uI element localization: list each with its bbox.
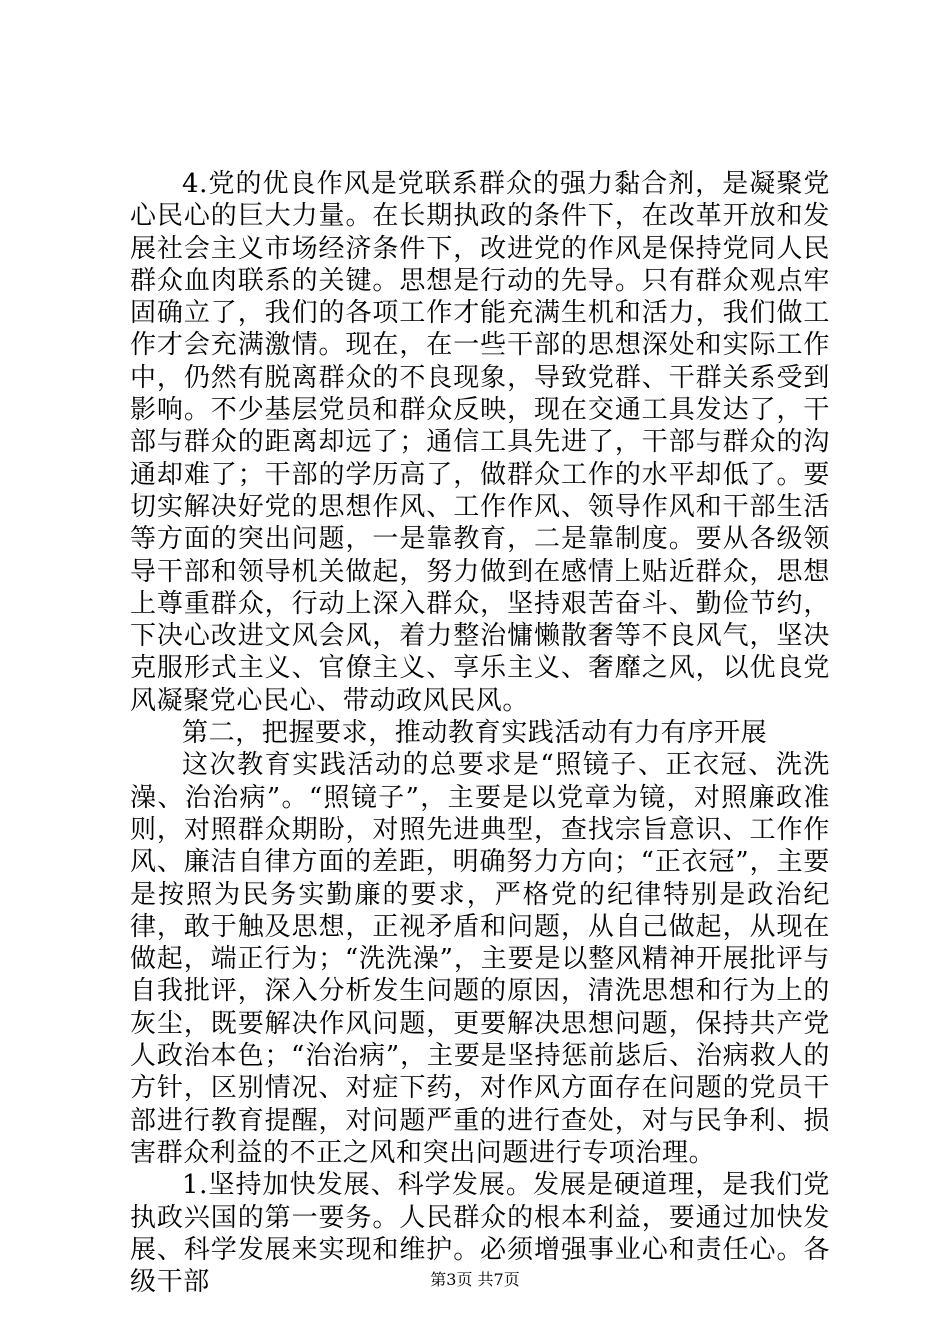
paragraph-party-style: 4.党的优良作风是党联系群众的强力黏合剂，是凝聚党心民心的巨大力量。在长期执政的条件下，在改革开放和发展社会主义市场经济条件下，改进党的作风是保持党同人民群众血肉联系的关键。思想是行动的先导。只有群众观点牢固确立了，我们的各项工作才能充满生机和活力，我们做工作才会充满激情。现在，在一些干部的思想深处和实际工作中，仍然有脱离群众的不良现象，导致党群、干群关系受到影响。不少基层党员和群众反映，现在交通工具发达了，干部与群众的距离却远了；通信工具先进了，干部与群众的沟通却难了；干部的学历高了，做群众工作的水平却低了。要切实解决好党的思想作风、工作作风、领导作风和干部生活等方面的突出问题，一是靠教育，二是靠制度。要从各级领导干部和领导机关做起，努力做到在感情上贴近群众，思想上尊重群众，行动上深入群众，坚持艰苦奋斗、勤俭节约，下决心改进文风会风，着力整治慵懒散奢等不良风气，坚决克服形式主义、官僚主义、享乐主义、奢靡之风，以优良党风凝聚党心民心、带动政风民风。	[130, 169, 830, 716]
paragraph-general-requirements: 这次教育实践活动的总要求是“照镜子、正衣冠、洗洗澡、治治病”。“照镜子”，主要是以党章为镜，对照廉政准则，对照群众期盼，对照先进典型，查找宗旨意识、工作作风、廉洁自律方面的差距，明确努力方向；“正衣冠”，主要是按照为民务实勤廉的要求，严格党的纪律特别是政治纪律，敢于触及思想，正视矛盾和问题，从自己做起，从现在做起，端正行为；“洗洗澡”，主要是以整风精神开展批评与自我批评，深入分析发生问题的原因，清洗思想和行为上的灰尘，既要解决作风问题，更要解决思想问题，保持共产党人政治本色；“治治病”，主要是坚持惩前毖后、治病救人的方针，区别情况、对症下药，对作风方面存在问题的党员干部进行教育提醒，对问题严重的进行查处，对与民争利、损害群众利益的不正之风和突出问题进行专项治理。	[130, 750, 830, 1168]
section-heading-requirements: 第二，把握要求，推动教育实践活动有力有序开展	[182, 718, 768, 749]
page-number-footer: 第3页 共7页	[430, 1270, 520, 1289]
document-body	[130, 168, 830, 1298]
paragraph-development: 1.坚持加快发展、科学发展。发展是硬道理，是我们党执政兴国的第一要务。人民群众的根本利益，要通过加快发展、科学发展来实现和维护。必须增强事业心和责任心。各级干部	[130, 1170, 830, 1298]
